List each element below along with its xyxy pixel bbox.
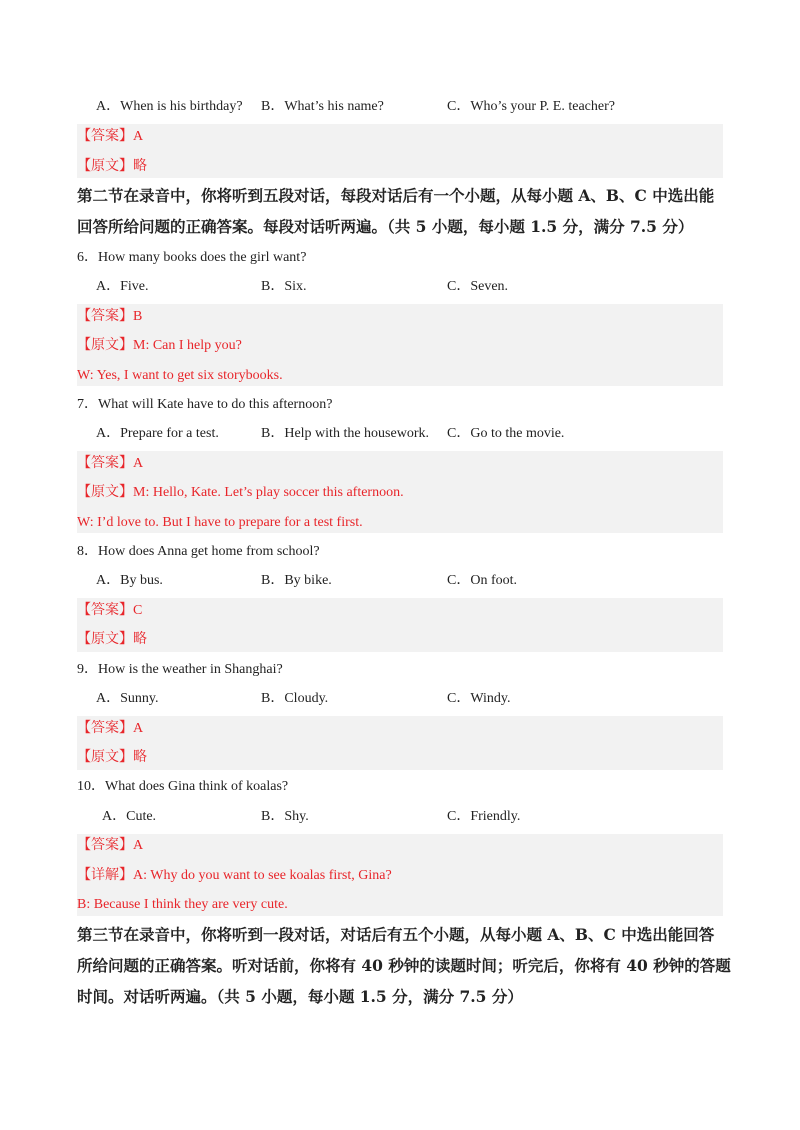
q5-script-line: 【原文】略: [77, 159, 147, 174]
option-c: C．Who’s your P. E. teacher?: [447, 99, 615, 114]
q10-answer: 【答案】A: [77, 838, 144, 853]
option-c: C．Go to the movie.: [447, 426, 565, 441]
q6-script-line: 【原文】M: Can I help you?: [77, 338, 242, 353]
section3-heading-line3: 时间。对话听两遍。（共 5 小题，每小题 1.5 分，满分 7.5 分）: [77, 987, 523, 1006]
option-b: B．Cloudy.: [261, 691, 329, 706]
option-a: A．Sunny.: [96, 691, 159, 706]
q10-script-line: 【详解】A: Why do you want to see koalas first, Gina?: [77, 868, 392, 883]
q5-answer: 【答案】A: [77, 129, 144, 144]
q7-answer: 【答案】A: [77, 456, 144, 471]
option-b: B．By bike.: [261, 573, 332, 588]
option-b: B．What’s his name?: [261, 99, 384, 114]
section3-heading-line2: 所给问题的正确答案。听对话前，你将有 40 秒钟的读题时间；听完后，你将有 40 秒钟的答题: [77, 956, 731, 975]
q9-answer: 【答案】A: [77, 721, 144, 736]
q10-script-line: B: Because I think they are very cute.: [77, 897, 288, 912]
q9-question: 9．How is the weather in Shanghai?: [77, 662, 283, 677]
q8-script-line: 【原文】略: [77, 632, 147, 647]
option-c: C．Seven.: [447, 279, 509, 294]
section2-heading-line1: 第二节在录音中，你将听到五段对话，每段对话后有一个小题，从每小题 A、B、C 中选出能: [77, 186, 715, 205]
q7-question: 7．What will Kate have to do this afternoon?: [77, 397, 333, 412]
option-c: C．Windy.: [447, 691, 511, 706]
q7-script-line: 【原文】M: Hello, Kate. Let’s play soccer this afternoon.: [77, 485, 404, 500]
q9-script-line: 【原文】略: [77, 750, 147, 765]
option-b: B．Help with the housework.: [261, 426, 429, 441]
q6-answer: 【答案】B: [77, 309, 143, 324]
q6-question: 6．How many books does the girl want?: [77, 250, 307, 265]
option-c: C．Friendly.: [447, 809, 521, 824]
q8-answer: 【答案】C: [77, 603, 143, 618]
option-a: A．Five.: [96, 279, 149, 294]
option-a: A．When is his birthday?: [96, 99, 243, 114]
q8-question: 8．How does Anna get home from school?: [77, 544, 320, 559]
q7-script-line: W: I’d love to. But I have to prepare for a test first.: [77, 515, 363, 530]
option-b: B．Shy.: [261, 809, 309, 824]
option-c: C．On foot.: [447, 573, 517, 588]
option-b: B．Six.: [261, 279, 307, 294]
option-a: A．By bus.: [96, 573, 163, 588]
q6-script-line: W: Yes, I want to get six storybooks.: [77, 368, 283, 383]
option-a: A．Cute.: [102, 809, 157, 824]
section2-heading-line2: 回答所给问题的正确答案。每段对话听两遍。（共 5 小题，每小题 1.5 分，满分 7.5 分）: [77, 217, 694, 236]
section3-heading-line1: 第三节在录音中，你将听到一段对话，对话后有五个小题，从每小题 A、B、C 中选出能回答: [77, 925, 715, 944]
q10-question: 10．What does Gina think of koalas?: [77, 779, 289, 794]
option-a: A．Prepare for a test.: [96, 426, 219, 441]
